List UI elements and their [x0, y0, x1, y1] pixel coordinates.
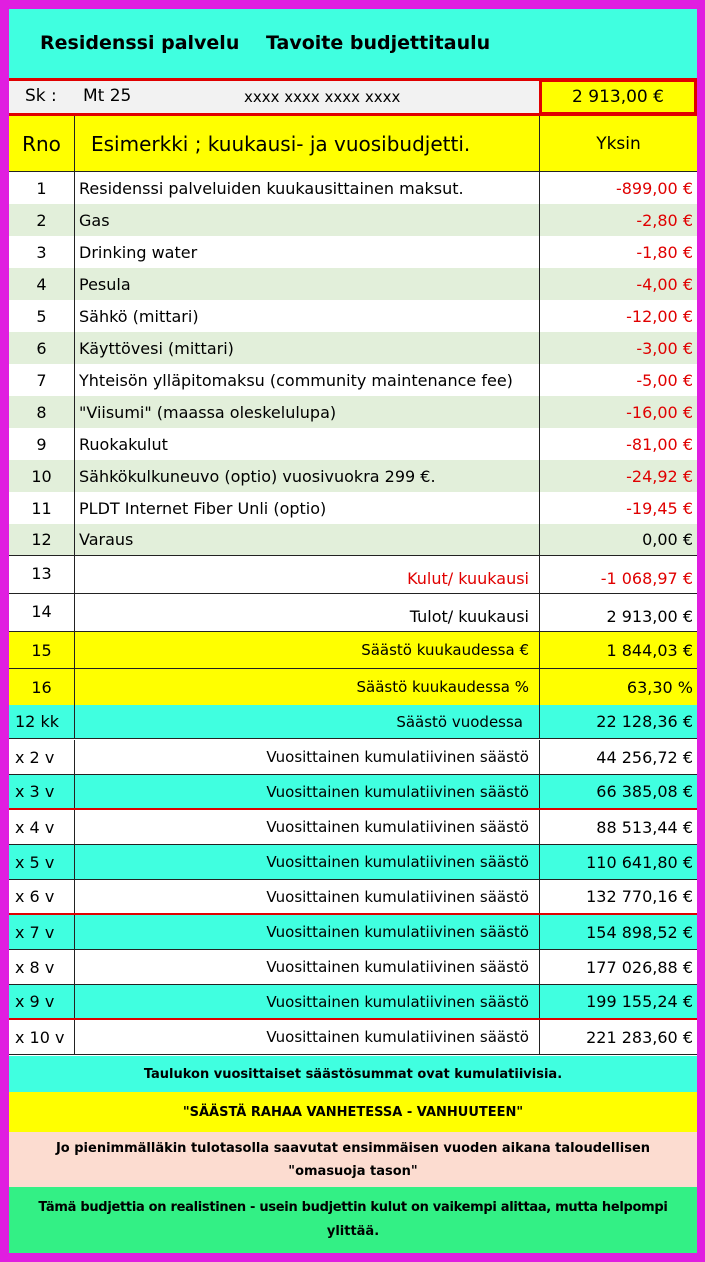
expense-item-label: Varaus	[75, 524, 540, 555]
expense-item-number: 5	[9, 300, 75, 332]
expense-item-number: 10	[9, 460, 75, 492]
expense-item-number: 9	[9, 428, 75, 460]
expense-item-label: Sähkökulkuneuvo (optio) vuosivuokra 299 €.	[75, 460, 540, 492]
cumulative-saving-value: 66 385,08 €	[596, 782, 693, 801]
cumulative-saving-label: Vuosittainen kumulatiivinen säästö	[75, 985, 540, 1018]
expense-item-row	[9, 268, 697, 300]
expense-item-value: -4,00 €	[636, 274, 693, 294]
expense-item-value: -81,00 €	[626, 434, 693, 454]
monthly-total-row	[9, 594, 697, 632]
budget-sheet	[9, 9, 697, 1253]
expense-item-row	[9, 524, 697, 556]
cumulative-saving-number: x 10 v	[9, 1020, 75, 1054]
monthly-saving-value: 63,30 %	[626, 677, 693, 697]
monthly-saving-row	[9, 632, 697, 669]
account-amount: 2 913,00 €	[539, 79, 697, 115]
expense-item-row	[9, 460, 697, 492]
expense-item-row	[9, 332, 697, 364]
cumulative-saving-label: Vuosittainen kumulatiivinen säästö	[75, 915, 540, 949]
monthly-total-number: 14	[9, 594, 75, 631]
expense-item-value: -3,00 €	[636, 338, 693, 358]
expense-item-label: Gas	[75, 204, 540, 236]
cumulative-saving-row	[9, 880, 697, 915]
cumulative-saving-number: x 4 v	[9, 810, 75, 844]
expense-item-value: -1,80 €	[636, 242, 693, 262]
expense-item-row	[9, 428, 697, 460]
cumulative-saving-number: x 5 v	[9, 845, 75, 879]
cumulative-saving-number: x 9 v	[9, 985, 75, 1018]
expense-item-number: 4	[9, 268, 75, 300]
cumulative-saving-label: Vuosittainen kumulatiivinen säästö	[75, 775, 540, 808]
account-row	[9, 81, 697, 113]
expense-item-value: -19,45 €	[626, 498, 693, 518]
mt-label: Mt 25	[83, 86, 132, 106]
column-header-yksin: Yksin	[596, 133, 641, 154]
yearly-savings-no: 12 kk	[9, 705, 75, 738]
expense-item-number: 2	[9, 204, 75, 236]
cumulative-saving-value: 110 641,80 €	[586, 852, 693, 872]
cumulative-saving-label: Vuosittainen kumulatiivinen säästö	[75, 950, 540, 984]
monthly-total-label: Kulut/ kuukausi	[75, 556, 540, 593]
expense-item-value: -2,80 €	[636, 210, 693, 230]
expense-item-number: 8	[9, 396, 75, 428]
header-bar	[9, 9, 697, 78]
cumulative-saving-row	[9, 985, 697, 1020]
sk-label: Sk :	[25, 86, 57, 106]
note-income-line2: "omasuoja tason"	[288, 1163, 418, 1179]
expense-item-label: Käyttövesi (mittari)	[75, 332, 540, 364]
expense-item-row	[9, 300, 697, 332]
monthly-total-value: -1 068,97 €	[600, 569, 693, 588]
expense-item-value: -12,00 €	[626, 306, 693, 326]
expense-item-label: Drinking water	[75, 236, 540, 268]
cumulative-saving-row	[9, 845, 697, 880]
cumulative-saving-value: 221 283,60 €	[586, 1027, 693, 1047]
yearly-savings-value: 22 128,36 €	[596, 712, 693, 731]
account-mask: xxxx xxxx xxxx xxxx	[244, 88, 401, 106]
expense-item-label: Sähkö (mittari)	[75, 300, 540, 332]
note-slogan	[9, 1092, 697, 1132]
expense-item-number: 6	[9, 332, 75, 364]
cumulative-saving-label: Vuosittainen kumulatiivinen säästö	[75, 845, 540, 879]
monthly-saving-number: 16	[9, 669, 75, 705]
cumulative-saving-value: 199 155,24 €	[586, 992, 693, 1011]
expense-item-value: -5,00 €	[636, 370, 693, 390]
expense-item-label: Ruokakulut	[75, 428, 540, 460]
note-slogan-text: "SÄÄSTÄ RAHAA VANHETESSA - VANHUUTEEN"	[182, 1104, 524, 1120]
cumulative-saving-number: x 8 v	[9, 950, 75, 984]
expense-item-label: Residenssi palveluiden kuukausittainen maksut.	[75, 172, 540, 204]
expense-item-row	[9, 204, 697, 236]
note-cumulative-text: Taulukon vuosittaiset säästösummat ovat kumulatiivisia.	[143, 1066, 563, 1082]
expense-item-label: "Viisumi" (maassa oleskelulupa)	[75, 396, 540, 428]
column-header-rno: Rno	[9, 116, 75, 171]
expense-item-number: 7	[9, 364, 75, 396]
cumulative-saving-row	[9, 740, 697, 775]
expense-item-label: PLDT Internet Fiber Unli (optio)	[75, 492, 540, 524]
expense-item-row	[9, 236, 697, 268]
monthly-total-value: 2 913,00 €	[606, 607, 693, 626]
cumulative-saving-row	[9, 1020, 697, 1055]
note-realistic-line2: ylittää.	[326, 1224, 380, 1239]
cumulative-saving-row	[9, 810, 697, 845]
monthly-saving-label: Säästö kuukaudessa %	[75, 669, 540, 705]
monthly-total-row	[9, 556, 697, 594]
cumulative-saving-row	[9, 950, 697, 985]
expense-item-row	[9, 492, 697, 524]
expense-item-value: -24,92 €	[626, 466, 693, 486]
expense-item-number: 3	[9, 236, 75, 268]
note-income-line1: Jo pienimmälläkin tulotasolla saavutat ensimmäisen vuoden aikana taloudellisen	[55, 1140, 651, 1156]
note-income	[9, 1132, 697, 1187]
expense-item-row	[9, 172, 697, 204]
yearly-savings-label: Säästö vuodessa	[75, 705, 540, 738]
yearly-savings-row	[9, 705, 697, 739]
monthly-saving-row	[9, 669, 697, 706]
cumulative-saving-value: 88 513,44 €	[596, 817, 693, 837]
expense-item-value: -16,00 €	[626, 402, 693, 422]
monthly-saving-label: Säästö kuukaudessa €	[75, 632, 540, 668]
expense-item-number: 11	[9, 492, 75, 524]
monthly-saving-value: 1 844,03 €	[606, 640, 693, 660]
expense-item-number: 1	[9, 172, 75, 204]
header-left-title: Residenssi palvelu	[40, 32, 240, 54]
cumulative-saving-number: x 3 v	[9, 775, 75, 808]
monthly-saving-number: 15	[9, 632, 75, 668]
cumulative-saving-value: 44 256,72 €	[596, 747, 693, 767]
column-header-description: Esimerkki ; kuukausi- ja vuosibudjetti.	[75, 116, 540, 171]
note-realistic-line1: Tämä budjettia on realistinen - usein budjettin kulut on vaikempi alittaa, mutta helpompi	[38, 1200, 668, 1215]
cumulative-saving-number: x 2 v	[9, 740, 75, 774]
expense-item-row	[9, 396, 697, 428]
monthly-total-label: Tulot/ kuukausi	[75, 594, 540, 631]
cumulative-saving-number: x 6 v	[9, 880, 75, 913]
expense-item-label: Pesula	[75, 268, 540, 300]
cumulative-saving-row	[9, 915, 697, 950]
cumulative-saving-row	[9, 775, 697, 810]
column-header	[9, 116, 697, 172]
expense-item-label: Yhteisön ylläpitomaksu (community maintenance fee)	[75, 364, 540, 396]
cumulative-saving-value: 132 770,16 €	[586, 887, 693, 906]
note-cumulative	[9, 1056, 697, 1092]
expense-item-number: 12	[9, 524, 75, 555]
cumulative-saving-value: 154 898,52 €	[586, 922, 693, 942]
cumulative-saving-label: Vuosittainen kumulatiivinen säästö	[75, 880, 540, 913]
cumulative-saving-label: Vuosittainen kumulatiivinen säästö	[75, 1020, 540, 1054]
header-right-title: Tavoite budjettitaulu	[266, 32, 491, 54]
expense-item-value: -899,00 €	[615, 178, 693, 198]
expense-item-value: 0,00 €	[642, 530, 693, 549]
note-realistic	[9, 1187, 697, 1253]
monthly-total-number: 13	[9, 556, 75, 593]
cumulative-saving-label: Vuosittainen kumulatiivinen säästö	[75, 810, 540, 844]
cumulative-saving-value: 177 026,88 €	[586, 957, 693, 977]
cumulative-saving-label: Vuosittainen kumulatiivinen säästö	[75, 740, 540, 774]
cumulative-saving-number: x 7 v	[9, 915, 75, 949]
expense-item-row	[9, 364, 697, 396]
